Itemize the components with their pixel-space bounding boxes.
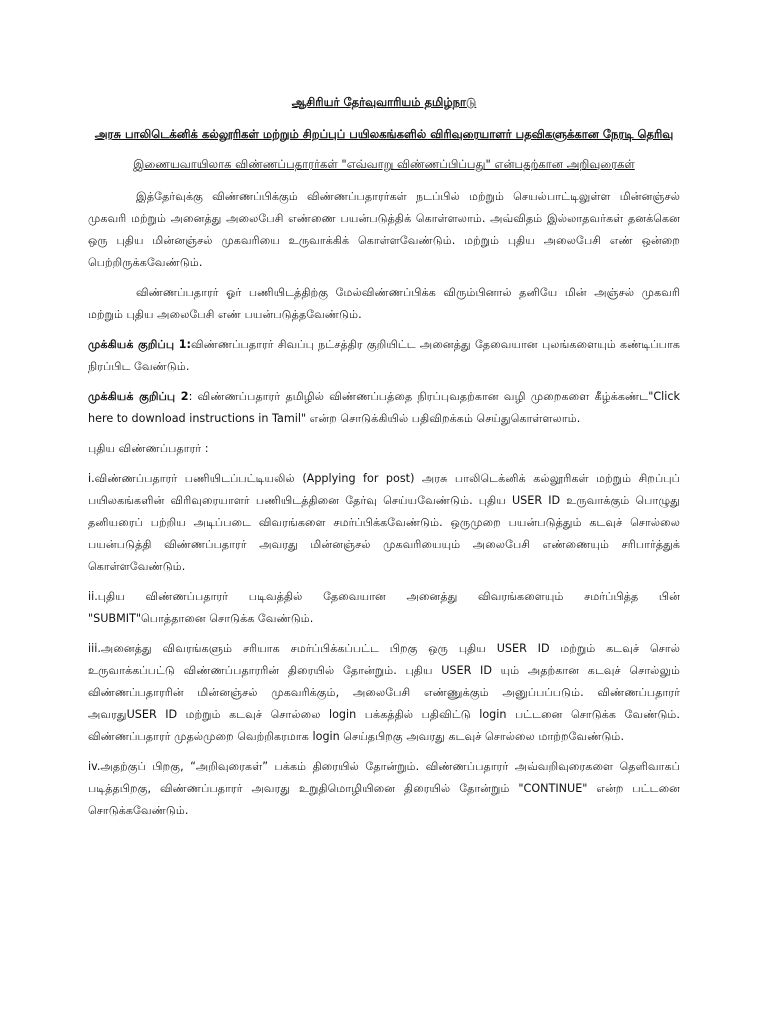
instruction-step-3: iii.அனைத்து விவரங்களும் சரியாக சமர்ப்பிக்கப்பட்ட பிறகு ஒரு புதிய USER ID மற்றும் கடவுச் சொல் உருவாக்கப்பட்டு விண்ணப்பதாரரின் திரையில் தோன்றும். புதிய USER ID யும் அதற்கான கடவுச் சொல்லும் விண்ணப்பதாரரின் மின்னஞ்சல் முகவரிக்கும், அலைபேசி எண்ணுக்கும் அனுப்பப்படும். விண்ணப்பதாரர் அவரதுUSER ID மற்றும் கடவுச் சொல்லை login பக்கத்தில் பதிவிட்டு login பட்டனை சொடுக்க வேண்டும். விண்ணப்பதாரர் முதல்முறை வெற்றிகரமாக login செய்தபிறகு அவரது கடவுச் சொல்லை மாற்றவேண்டும். xyxy=(88,642,680,743)
instruction-step-2: ii.புதிய விண்ணப்பதாரர் படிவத்தில் தேவையான அனைத்து விவரங்களையும் சமர்ப்பித்த பின் "SUBMIT"பொத்தானை சொடுக்க வேண்டும். xyxy=(88,590,680,625)
instruction-step-1: i.விண்ணப்பதாரர் பணியிடப்பட்டியலில் (Applying for post) அரசு பாலிடெக்னிக் கல்லூரிகள் மற்றும் சிறப்புப் பயிலகங்களின் விரிவுரையாளர் பணியிடத்தினை தேர்வு செய்யவேண்டும். புதிய USER ID உருவாக்கும் பொழுது தனியரைப் பற்றிய அடிப்படை விவரங்களை சமர்ப்பிக்கவேண்டும். ஒருமுறை பயன்படுத்தும் கடவுச் சொல்லை பயன்படுத்தி விண்ணப்பதாரர் அவரது மின்னஞ்சல் முகவரியையும் அலைபேசி எண்ணையும் சரிபார்த்துக் கொள்ளவேண்டும். xyxy=(88,472,680,573)
new-applicant-heading: புதிய விண்ணப்பதாரர் : xyxy=(88,442,209,455)
document-title: ஆசிரியர் தேர்வுவாரியம் தமிழ்நாடு xyxy=(291,95,477,109)
important-note-2 xyxy=(88,386,680,430)
paragraph-intro: இத்தேர்வுக்கு விண்ணப்பிக்கும் விண்ணப்பதாரர்கள் நடப்பில் மற்றும் செயல்பாட்டிலுள்ள மின்னஞ்சல் முகவரி மற்றும் அனைத்து அலைபேசி எண்ணை பயன்படுத்திக் கொள்ளலாம். அவ்விதம் இல்லாதவர்கள் தனக்கென ஒரு புதிய மின்னஞ்சல் முகவரியை உருவாக்கிக் கொள்ளவேண்டும். மற்றும் புதிய அலைபேசி எண் ஒன்றை பெற்றிருக்கவேண்டும். xyxy=(88,190,680,269)
note-1-label: முக்கியக் குறிப்பு 1: xyxy=(88,338,192,351)
important-note-1 xyxy=(88,334,680,378)
note-2-label: முக்கியக் குறிப்பு 2 xyxy=(88,390,189,403)
instruction-step-4: iv.அதற்குப் பிறகு, “அறிவுரைகள்” பக்கம் திரையில் தோன்றும். விண்ணப்பதாரர் அவ்வறிவுரைகளை தெளிவாகப் படித்தபிறகு, விண்ணப்பதாரர் அவரது உறுதிமொழியினை திரையில் தோன்றும் "CONTINUE" என்ற பட்டனை சொடுக்கவேண்டும். xyxy=(88,760,680,817)
document-subtitle: அரசு பாலிடெக்னிக் கல்லூரிகள் மற்றும் சிறப்புப் பயிலகங்களில் விரிவுரையாளர் பதவிகளுக்கான நேரடி தெரிவு xyxy=(94,127,674,141)
paragraph-multiple-posts: விண்ணப்பதாரர் ஓர் பணியிடத்திற்கு மேல்விண்ணப்பிக்க விரும்பினால் தனியே மின் அஞ்சல் முகவரி மற்றும் புதிய அலைபேசி எண் பயன்படுத்தவேண்டும். xyxy=(88,286,680,321)
note-2-text: : விண்ணப்பதாரர் தமிழில் விண்ணப்பத்தை நிரப்புவதற்கான வழி முறைகளை கீழ்க்கண்ட"Click here to download instructions in Tamil" என்ற சொடுக்கியில் பதிவிறக்கம் செய்துகொள்ளலாம். xyxy=(88,390,680,425)
note-1-text: விண்ணப்பதாரர் சிவப்பு நட்சத்திர குறியிட்ட அனைத்து தேவையான புலங்களையும் கண்டிப்பாக நிரப்பிட வேண்டும். xyxy=(88,338,680,373)
section-heading: இணையவாயிலாக விண்ணப்பதாரர்கள் "எவ்வாறு விண்ணப்பிப்பது" என்பதற்கான அறிவுரைகள் xyxy=(133,157,635,171)
